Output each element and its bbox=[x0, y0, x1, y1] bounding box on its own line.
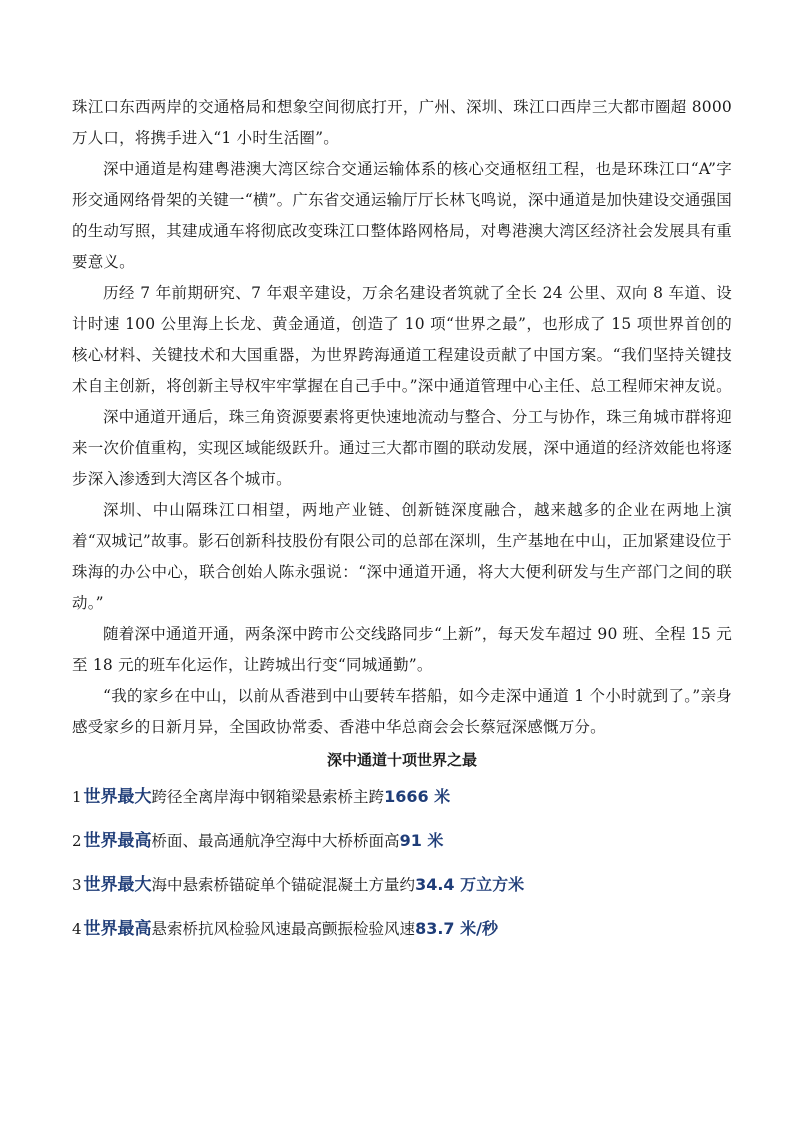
record-number: 1 bbox=[72, 788, 82, 806]
paragraph-5: 深圳、中山隔珠江口相望，两地产业链、创新链深度融合，越来越多的企业在两地上演着“双城记”故事。影石创新科技股份有限公司的总部在深圳，生产基地在中山，正加紧建设位于珠海的办公中心，联合创始人陈永强说：“深中通道开通，将大大便利研发与生产部门之间的联动。” bbox=[72, 501, 732, 612]
document-page bbox=[72, 92, 732, 951]
record-value: 34.4 万立方米 bbox=[415, 875, 525, 894]
record-number: 3 bbox=[72, 876, 82, 894]
record-text: 桥面、最高通航净空海中大桥桥面高 bbox=[151, 832, 400, 850]
record-item-1 bbox=[72, 775, 732, 819]
paragraph-4: 深中通道开通后，珠三角资源要素将更快速地流动与整合、分工与协作，珠三角城市群将迎来一次价值重构，实现区域能级跃升。通过三大都市圈的联动发展，深中通道的经济效能也将逐步深入渗透到大湾区各个城市。 bbox=[72, 408, 732, 488]
paragraph-6: 随着深中通道开通，两条深中跨市公交线路同步“上新”，每天发车超过 90 班、全程 15 元至 18 元的班车化运作，让跨城出行变“同城通勤”。 bbox=[72, 625, 732, 674]
paragraph-2: 深中通道是构建粤港澳大湾区综合交通运输体系的核心交通枢纽工程，也是环珠江口“A”字形交通网络骨架的关键一“横”。广东省交通运输厅厅长林飞鸣说，深中通道是加快建设交通强国的生动写照，其建成通车将彻底改变珠江口整体路网格局，对粤港澳大湾区经济社会发展具有重要意义。 bbox=[72, 160, 732, 271]
paragraph-7: “我的家乡在中山，以前从香港到中山要转车搭船，如今走深中通道 1 个小时就到了。”亲身感受家乡的日新月异，全国政协常委、香港中华总商会会长蔡冠深感慨万分。 bbox=[72, 687, 732, 736]
record-text: 跨径全离岸海中钢箱梁悬索桥主跨 bbox=[151, 788, 385, 806]
record-value: 83.7 米/秒 bbox=[415, 919, 498, 938]
record-highlight: 世界最高 bbox=[83, 831, 152, 851]
record-number: 4 bbox=[72, 920, 82, 938]
record-highlight: 世界最高 bbox=[83, 919, 152, 939]
record-value: 1666 米 bbox=[384, 787, 451, 806]
paragraph-3: 历经 7 年前期研究、7 年艰辛建设，万余名建设者筑就了全长 24 公里、双向 8 车道、设计时速 100 公里海上长龙、黄金通道，创造了 10 项“世界之最”，也形成了 15 项世界首创的核心材料、关键技术和大国重器，为世界跨海通道工程建设贡献了中国方案。“我们坚持关键技术自主创新，将创新主导权牢牢掌握在自己手中。”深中通道管理中心主任、总工程师宋神友说。 bbox=[72, 284, 732, 395]
record-item-4 bbox=[72, 907, 732, 951]
record-text: 海中悬索桥锚碇单个锚碇混凝土方量约 bbox=[151, 876, 416, 894]
record-item-3 bbox=[72, 863, 732, 907]
record-number: 2 bbox=[72, 832, 82, 850]
record-item-2 bbox=[72, 819, 732, 863]
record-highlight: 世界最大 bbox=[83, 875, 152, 895]
record-text: 悬索桥抗风检验风速最高颤振检验风速 bbox=[151, 920, 416, 938]
records-title: 深中通道十项世界之最 bbox=[326, 751, 477, 769]
record-highlight: 世界最大 bbox=[83, 787, 152, 807]
record-value: 91 米 bbox=[399, 831, 444, 850]
paragraph-1: 珠江口东西两岸的交通格局和想象空间彻底打开，广州、深圳、珠江口西岸三大都市圈超 8000 万人口，将携手进入“1 小时生活圈”。 bbox=[72, 98, 732, 147]
